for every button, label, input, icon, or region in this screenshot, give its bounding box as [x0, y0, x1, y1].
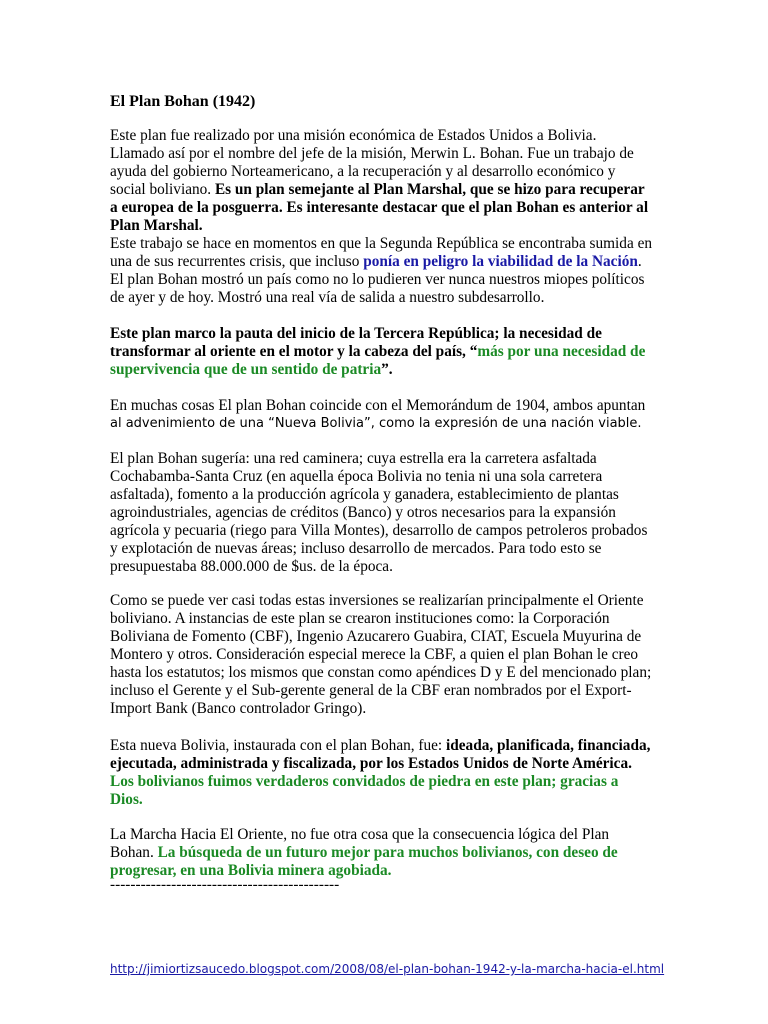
p1-bold-text: Es un plan semejante al Plan Marshal, que se hizo para recuperar	[214, 181, 645, 198]
p4-line: y explotación de nuevas áreas; incluso desarrollo de mercados. Para todo esto se	[110, 540, 602, 557]
p1-text: .	[637, 253, 642, 270]
p5-line: Montero y otros. Consideración especial merece la CBF, a quien el plan Bohan le creo	[110, 646, 639, 663]
document-title: El Plan Bohan (1942)	[110, 93, 256, 110]
p2-bold-text: transformar al oriente en el motor y la cabeza del país, “	[110, 343, 478, 360]
p1-text: social boliviano.	[110, 181, 215, 198]
p7-green-highlight: La búsqueda de un futuro mejor para muchos bolivianos, con deseo de	[157, 844, 618, 861]
p5-line: incluso el Gerente y el Sub-gerente general de la CBF eran nombrados por el Export-	[110, 682, 632, 699]
p4-line: asfaltada), fomento a la producción agrícola y ganadera, establecimiento de plantas	[110, 486, 619, 503]
p6-green-line: Los bolivianos fuimos verdaderos convidados de piedra en este plan; gracias a	[110, 773, 619, 790]
p2-green-highlight: más por una necesidad de	[477, 343, 646, 360]
p3-line: En muchas cosas El plan Bohan coincide con el Memorándum de 1904, ambos apuntan	[110, 397, 646, 414]
p4-line: agrícola y pecuaria (riego para Villa Montes), desarrollo de campos petroleros probados	[110, 522, 648, 539]
source-link[interactable]: http://jimiortizsaucedo.blogspot.com/2008/08/el-plan-bohan-1942-y-la-marcha-hacia-el.html	[110, 962, 665, 976]
p1-line: Este trabajo se hace en momentos en que la Segunda República se encontraba sumida en	[110, 235, 653, 252]
p2-bold-text: ”.	[381, 361, 393, 378]
p6-bold-text: ideada, planificada, financiada,	[446, 737, 651, 754]
p2-green-highlight: supervivencia que de un sentido de patria	[110, 361, 382, 378]
p5-line: Import Bank (Banco controlador Gringo).	[110, 700, 367, 717]
p5-line: Boliviana de Fomento (CBF), Ingenio Azucarero Guabira, CIAT, Escuela Muyurina de	[110, 628, 642, 645]
p1-line: ayuda del gobierno Norteamericano, a la recuperación y al desarrollo económico y	[110, 163, 616, 180]
p1-text: una de sus recurrentes crisis, que incluso	[110, 253, 364, 270]
p5-line: Como se puede ver casi todas estas inversiones se realizarían principalmente el Oriente	[110, 592, 644, 609]
p1-line: El plan Bohan mostró un país como no lo pudieren ver nunca nuestros miopes políticos	[110, 271, 645, 288]
p6-line: ejecutada, administrada y fiscalizada, por los Estados Unidos de Norte América.	[110, 755, 632, 772]
p5-line: boliviano. A instancias de este plan se crearon instituciones como: la Corporación	[110, 610, 610, 627]
p1-line: Plan Marshal.	[110, 217, 203, 234]
separator-line: ---------------------------------------------	[110, 876, 340, 893]
p1-line	[110, 181, 645, 199]
p4-line: El plan Bohan sugería: una red caminera; cuya estrella era la carretera asfaltada	[110, 450, 597, 467]
p4-line: presupuestaba 88.000.000 de $us. de la época.	[110, 558, 393, 575]
p6-green-line: Dios.	[110, 791, 143, 808]
p7-text: Bohan.	[110, 844, 158, 861]
p3-line: al advenimiento de una “Nueva Bolivia”, como la expresión de una nación viable.	[110, 416, 642, 431]
p4-line: agroindustriales, agencias de créditos (Banco) y otros necesarios para la expansión	[110, 504, 616, 521]
p1-line: de ayer y de hoy. Mostró una real vía de salida a nuestro subdesarrollo.	[110, 289, 545, 306]
p1-line	[110, 253, 642, 271]
p1-blue-highlight: ponía en peligro la viabilidad de la Nación	[363, 253, 638, 270]
p2-line: Este plan marco la pauta del inicio de la Tercera República; la necesidad de	[110, 325, 602, 342]
p1-line: Este plan fue realizado por una misión económica de Estados Unidos a Bolivia.	[110, 127, 597, 144]
p1-line: a europea de la posguerra. Es interesante destacar que el plan Bohan es anterior al	[110, 199, 649, 216]
p7-line: La Marcha Hacia El Oriente, no fue otra cosa que la consecuencia lógica del Plan	[110, 826, 610, 843]
p4-line: Cochabamba-Santa Cruz (en aquella época Bolivia no tenia ni una sola carretera	[110, 468, 603, 485]
p2-line	[110, 361, 393, 379]
p6-line	[110, 737, 650, 755]
p5-line: hasta los estatutos; los mismos que constan como apéndices D y E del mencionado plan;	[110, 664, 652, 681]
p7-line	[110, 844, 618, 862]
p6-text: Esta nueva Bolivia, instaurada con el plan Bohan, fue:	[110, 737, 447, 754]
p1-line: Llamado así por el nombre del jefe de la misión, Merwin L. Bohan. Fue un trabajo de	[110, 145, 634, 162]
p2-line	[110, 343, 645, 361]
p7-green-line: progresar, en una Bolivia minera agobiada.	[110, 862, 392, 879]
